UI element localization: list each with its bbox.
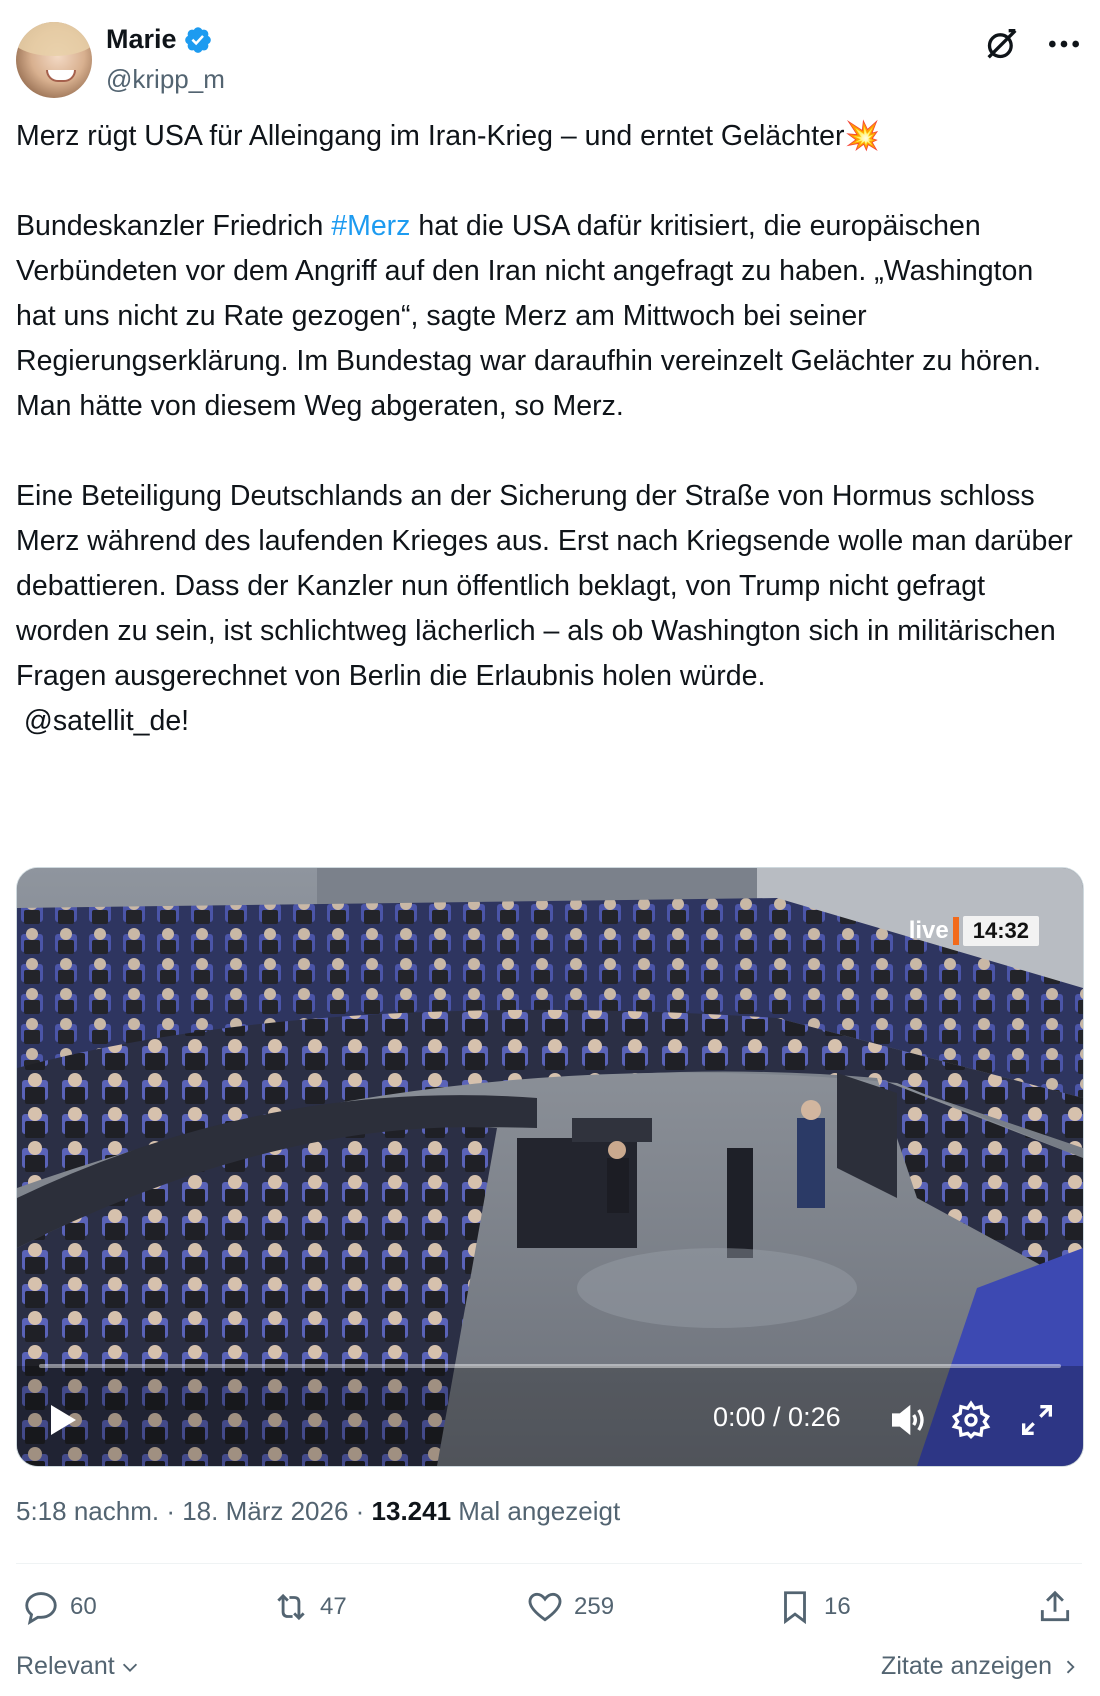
video-time: 0:00 / 0:26	[713, 1402, 841, 1432]
live-time: 14:32	[963, 916, 1039, 946]
tweet-header	[16, 18, 1084, 98]
tweet-meta: 5:18 nachm. · 18. März 2026 · 13.241 Mal angezeigt	[16, 1496, 621, 1526]
like-count: 259	[574, 1593, 615, 1620]
action-bar	[16, 1588, 1082, 1638]
reply-icon	[22, 1588, 60, 1626]
repost-icon	[272, 1588, 310, 1626]
live-label: live	[908, 917, 949, 944]
bookmark-button[interactable]	[776, 1588, 851, 1626]
tweet-headline: Merz rügt USA für Alleingang im Iran-Krieg – und erntet Gelächter💥	[16, 120, 880, 152]
tweet-paragraph-1: Bundeskanzler Friedrich #Merz hat die USA dafür kritisiert, die europäischen Verbündeten vor dem Angriff auf den Iran nicht angefragt zu haben. „Washington hat uns nicht zu Rate gezogen“, sagte Merz am Mittwoch bei seiner Regierungserklärung. Im Bundestag war daraufhin vereinzelt Gelächter zu hören. Man hätte von diesem Weg abgeraten, so Merz.	[16, 210, 1049, 422]
like-button[interactable]	[526, 1588, 614, 1626]
hashtag-merz[interactable]: #Merz	[331, 210, 411, 242]
share-button[interactable]	[1036, 1588, 1074, 1626]
reply-button[interactable]	[22, 1588, 97, 1626]
bookmark-icon	[776, 1588, 814, 1626]
share-icon	[1036, 1588, 1074, 1626]
divider	[16, 1563, 1082, 1564]
settings-icon[interactable]	[951, 1400, 991, 1440]
tweet-time[interactable]: 5:18 nachm.	[16, 1496, 160, 1526]
chevron-right-icon	[1060, 1657, 1080, 1677]
tweet-paragraph-2: Eine Beteiligung Deutschlands an der Sicherung der Straße von Hormus schloss Merz während des laufenden Krieges aus. Erst nach Kriegsende wolle man darüber debattieren. Dass der Kanzler nun öffentlich beklagt, von Trump nicht gefragt worden zu sein, ist schlichtweg lächerlich – als ob Washington sich in militärischen Fragen ausgerechnet von Berlin die Erlaubnis holen würde. @satellit_de!	[16, 480, 1081, 737]
avatar[interactable]	[16, 22, 92, 98]
tweet-mention: @satellit_de!	[16, 705, 190, 737]
chevron-down-icon	[119, 1656, 141, 1678]
bookmark-count: 16	[824, 1593, 851, 1620]
avatar-hair	[16, 22, 92, 56]
play-icon[interactable]	[41, 1400, 81, 1440]
tweet-text	[16, 114, 1081, 744]
views-label: Mal angezeigt	[451, 1496, 621, 1526]
live-badge	[909, 916, 1039, 946]
author-handle[interactable]: @kripp_m	[106, 64, 225, 94]
repost-button[interactable]	[272, 1588, 347, 1626]
sort-label: Relevant	[16, 1652, 115, 1680]
quotes-label: Zitate anzeigen	[881, 1652, 1052, 1680]
fullscreen-icon[interactable]	[1017, 1400, 1057, 1440]
view-count: 13.241	[371, 1496, 452, 1526]
repost-count: 47	[320, 1593, 347, 1620]
video-player[interactable]	[16, 867, 1084, 1467]
reply-count: 60	[70, 1593, 97, 1620]
author-name-row	[106, 24, 213, 55]
volume-icon[interactable]	[887, 1400, 927, 1440]
more-icon[interactable]	[1044, 24, 1084, 64]
verified-badge-icon	[183, 25, 213, 55]
video-progress-bar[interactable]	[39, 1364, 1061, 1368]
sort-replies-dropdown[interactable]	[16, 1652, 141, 1681]
header-icons	[982, 24, 1084, 64]
tweet-date[interactable]: 18. März 2026	[182, 1496, 349, 1526]
view-quotes-link[interactable]	[881, 1652, 1080, 1681]
grok-icon[interactable]	[982, 24, 1022, 64]
like-icon	[526, 1588, 564, 1626]
avatar-smile	[46, 70, 76, 82]
video-controls	[17, 1370, 1083, 1466]
explosion-emoji-icon: 💥	[844, 120, 880, 152]
live-bar	[953, 917, 959, 945]
author-name[interactable]: Marie	[106, 24, 177, 54]
